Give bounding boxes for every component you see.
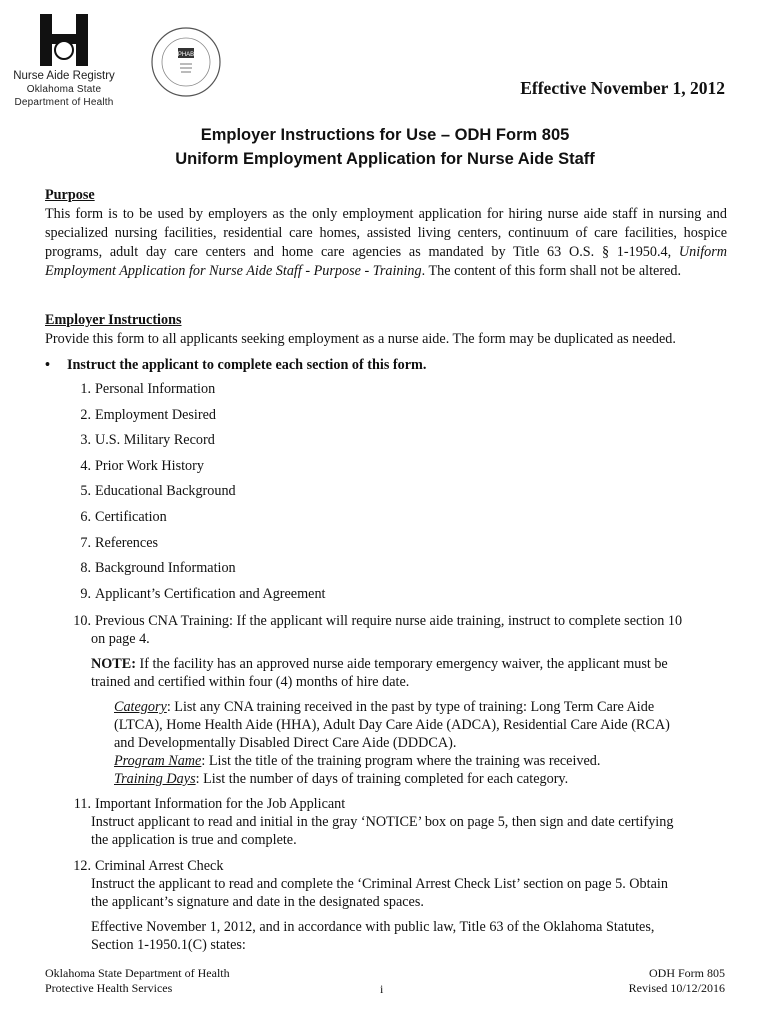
effective-date: Effective November 1, 2012 (520, 78, 725, 98)
note-text: NOTE: If the facility has an approved nurse aide temporary emergency waiver, the applicant must be (91, 656, 668, 672)
org-dept: Department of Health (14, 97, 114, 108)
list-item: 8. Background Information (80, 560, 236, 577)
bullet-icon: • (45, 357, 50, 373)
list-item: 9. Applicant’s Certification and Agreement (80, 585, 326, 602)
footer-right: ODH Form 805 Revised 10/12/2016 (628, 966, 725, 995)
footer-left: Oklahoma State Department of Health Protective Health Services (45, 966, 230, 995)
list-item: 7. References (80, 534, 159, 551)
bullet-instruction: • Instruct the applicant to complete each section of this form. (45, 357, 427, 373)
employer-instructions-text: Provide this form to all applicants seeking employment as a nurse aide. The form may be duplicated as needed. (45, 331, 676, 347)
list-item: 3. U.S. Military Record (80, 432, 215, 449)
page-subtitle: Uniform Employment Application for Nurse Aide Staff (175, 150, 595, 168)
employer-instructions-section (45, 311, 727, 349)
svg-text:PHAB: PHAB (177, 52, 195, 58)
org-name: Nurse Aide Registry (13, 70, 115, 82)
employer-instructions-heading: Employer Instructions (45, 312, 182, 328)
org-state: Oklahoma State (26, 84, 102, 95)
purpose-heading: Purpose (45, 187, 95, 203)
list-item: 4. Prior Work History (80, 457, 204, 474)
nurse-aide-registry-logo-icon (40, 14, 88, 66)
list-item: 1. Personal Information (80, 381, 216, 397)
page-number: i (380, 982, 384, 996)
accreditation-seal-icon (150, 20, 222, 102)
list-item: 5. Educational Background (80, 483, 236, 500)
org-name-block (4, 70, 124, 109)
training-days-text: Training Days: List the number of days of training completed for each category. (114, 771, 569, 787)
purpose-section (45, 186, 727, 281)
category-text: Category: List any CNA training received in the past by type of training: Long Term Care Aide (114, 699, 655, 715)
list-item: 2. Employment Desired (80, 406, 216, 423)
list-item: 6. Certification (80, 509, 167, 525)
page-title: Employer Instructions for Use – ODH Form 805 (200, 126, 570, 144)
purpose-text: This form is to be used by employers as the only employment application for hiring nurse aide staff in nursing and specialized nursing facilities, residential care homes, assisted living centers, continuum of care facilities, hospice programs, adult day care centers and home care agencies as mandated by Title 63 O.S. § 1-1950.4, Uniform Employment Application for Nurse Aide Staff - Purpose - Training. The content of this form shall not be altered. (45, 206, 727, 279)
program-name-text: Program Name: List the title of the training program where the training was received. (114, 753, 601, 769)
